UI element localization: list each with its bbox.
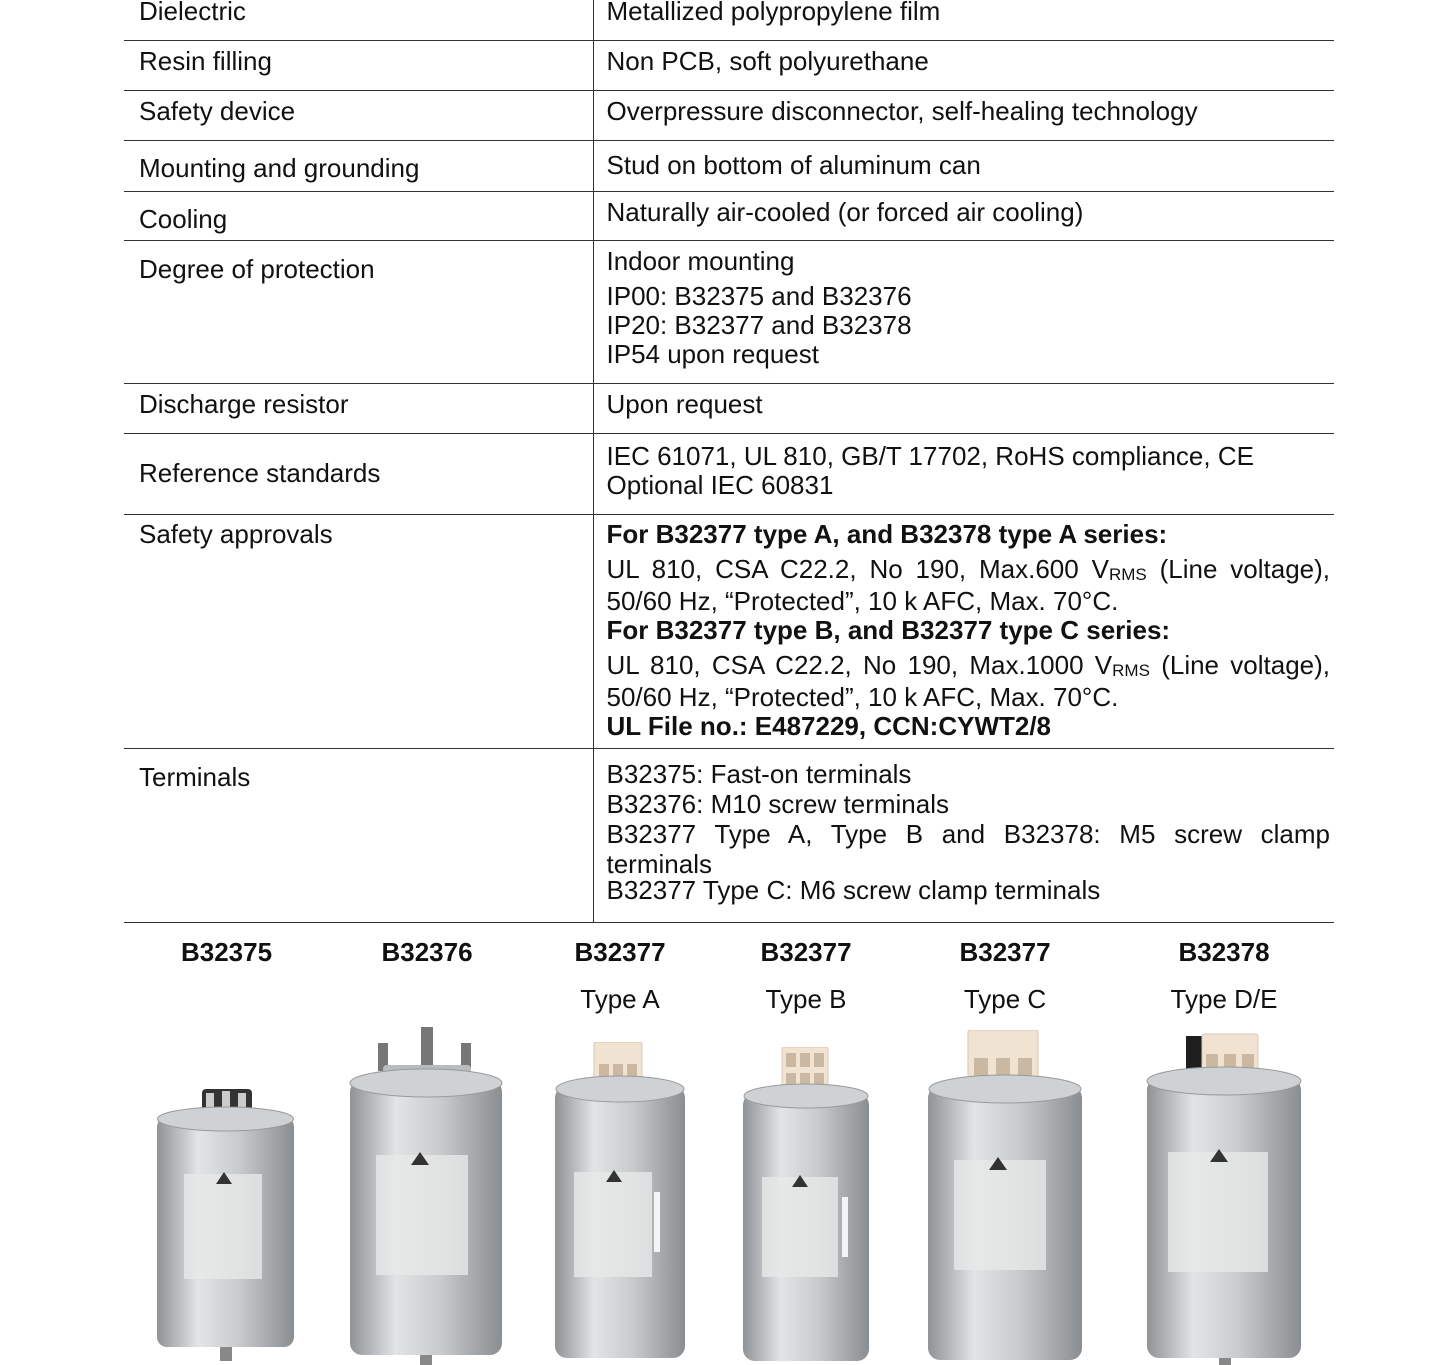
capacitor-image <box>1144 1032 1304 1365</box>
spec-row-dielectric <box>124 0 1334 40</box>
spec-value-line: B32377 Type C: M6 screw clamp terminals <box>606 874 1101 905</box>
spec-value <box>593 40 1334 90</box>
product-name: B32375 <box>180 937 273 967</box>
spec-value <box>593 240 1334 383</box>
spec-label: Discharge resistor <box>124 383 593 433</box>
spec-label: Mounting and grounding <box>124 140 593 191</box>
approval-text: 50/60 Hz, “Protected”, 10 k AFC, Max. 70°C. <box>606 585 1119 616</box>
spec-label: Dielectric <box>124 0 593 40</box>
spec-value-line: IP54 upon request <box>606 338 819 369</box>
approval-heading: For B32377 type A, and B32378 type A series: <box>606 518 1168 549</box>
spec-value <box>593 433 1334 514</box>
rms-subscript: RMS <box>1108 564 1147 584</box>
spec-value <box>593 90 1334 140</box>
product-b32376 <box>348 922 506 1014</box>
product-type <box>154 984 299 1014</box>
spec-row-safety-approvals <box>124 514 1334 748</box>
spec-row-discharge-resistor <box>124 383 1334 433</box>
spec-value-line: Non PCB, soft polyurethane <box>606 45 929 76</box>
approval-heading: For B32377 type B, and B32377 type C series: <box>606 614 1171 645</box>
spec-value-line: B32377 Type A, Type B and B32378: M5 screw clamp terminals <box>606 818 1330 879</box>
spec-value-line: Optional IEC 60831 <box>606 469 834 500</box>
spec-value-line: Indoor mounting <box>606 245 795 276</box>
spec-row-reference-standards <box>124 433 1334 514</box>
spec-label: Reference standards <box>124 433 593 514</box>
spec-label: Resin filling <box>124 40 593 90</box>
spec-value-line: Naturally air-cooled (or forced air cooling) <box>606 196 1084 227</box>
product-b32377-type-c <box>926 922 1084 1014</box>
spec-label: Safety approvals <box>124 514 593 748</box>
spec-value <box>593 0 1334 40</box>
capacitor-image <box>154 1089 299 1365</box>
approval-text <box>607 555 1331 587</box>
ul-file-number: UL File no.: E487229, CCN:CYWT2/8 <box>606 710 1052 741</box>
spec-row-cooling <box>124 191 1334 240</box>
spec-value-line: IEC 61071, UL 810, GB/T 17702, RoHS compliance, CE <box>606 440 1254 471</box>
spec-value-line: IP20: B32377 and B32378 <box>606 309 912 340</box>
spec-value-line: IP00: B32375 and B32376 <box>606 280 912 311</box>
spec-value <box>593 140 1334 191</box>
product-name: B32377 <box>959 937 1051 967</box>
spec-row-terminals <box>124 748 1334 922</box>
spec-row-safety-device <box>124 90 1334 140</box>
product-type: Type D/E <box>1170 984 1278 1014</box>
spec-value <box>593 514 1334 748</box>
capacitor-image <box>926 1030 1084 1365</box>
product-b32377-type-b <box>742 922 870 1014</box>
product-type <box>348 984 506 1014</box>
capacitor-image <box>742 1047 870 1365</box>
product-name: B32376 <box>381 937 473 967</box>
product-type: Type A <box>580 984 660 1014</box>
product-name: B32377 <box>760 937 852 967</box>
spec-value-line: B32375: Fast-on terminals <box>606 758 912 789</box>
specification-table <box>124 0 1334 923</box>
spec-value-line: Stud on bottom of aluminum can <box>606 149 981 180</box>
spec-row-degree-of-protection <box>124 240 1334 383</box>
product-b32377-type-a <box>554 922 686 1014</box>
spec-row-resin-filling <box>124 40 1334 90</box>
spec-label: Terminals <box>124 748 593 922</box>
spec-value-line: B32376: M10 screw terminals <box>606 788 949 819</box>
spec-value <box>593 383 1334 433</box>
product-name: B32378 <box>1178 937 1270 967</box>
approval-text <box>607 651 1331 683</box>
spec-label: Degree of protection <box>124 240 593 383</box>
approval-text: 50/60 Hz, “Protected”, 10 k AFC, Max. 70°C. <box>606 681 1119 712</box>
product-b32375 <box>154 922 299 1014</box>
spec-value-line: Overpressure disconnector, self-healing technology <box>606 95 1198 126</box>
approval-voltage: UL 810, CSA C22.2, No 190, Max.1000 V <box>606 649 1113 680</box>
spec-value-line: Upon request <box>606 388 763 419</box>
product-b32378-type-de <box>1144 922 1304 1014</box>
approval-voltage-note: (Line voltage), <box>1159 553 1330 584</box>
spec-value <box>593 748 1334 922</box>
product-gallery <box>124 922 1334 1365</box>
spec-value-line: Metallized polypropylene film <box>606 0 941 26</box>
product-name: B32377 <box>574 937 666 967</box>
spec-row-mounting <box>124 140 1334 191</box>
spec-label: Cooling <box>124 191 593 240</box>
approval-voltage-note: (Line voltage), <box>1161 649 1330 680</box>
capacitor-image <box>348 1025 506 1365</box>
spec-label: Safety device <box>124 90 593 140</box>
product-type: Type C <box>963 984 1047 1014</box>
rms-subscript: RMS <box>1112 660 1150 680</box>
spec-value <box>593 191 1334 240</box>
approval-voltage: UL 810, CSA C22.2, No 190, Max.600 V <box>606 553 1109 584</box>
product-type: Type B <box>765 984 847 1014</box>
capacitor-image <box>554 1042 686 1365</box>
